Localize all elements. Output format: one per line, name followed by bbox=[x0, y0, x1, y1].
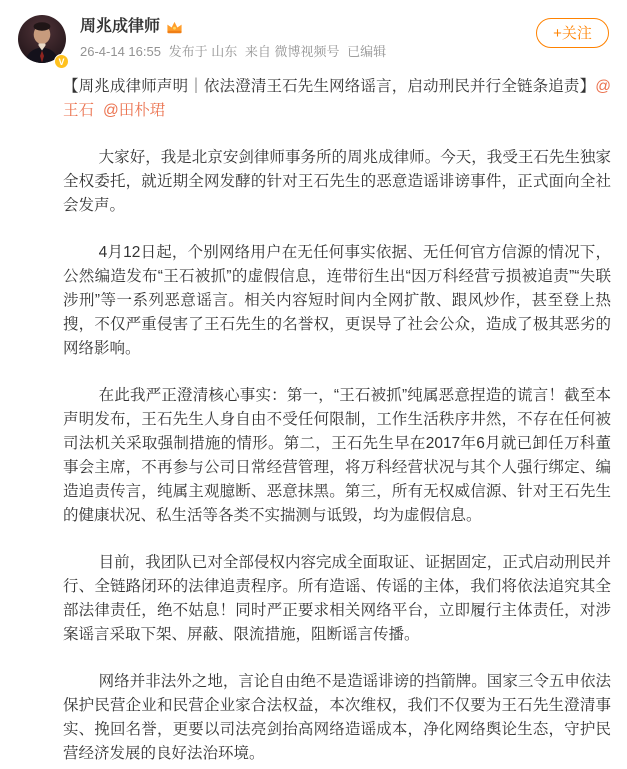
vip-crown-icon bbox=[166, 20, 183, 35]
post-title: 【周兆成律师声明｜依法澄清王石先生网络谣言，启动刑民并行全链条追责】 bbox=[63, 78, 596, 95]
post-paragraph: 网络并非法外之地，言论自由绝不是造谣诽谤的挡箭牌。国家三令五申依法保护民营企业和民营企业家合法权益，本次维权，我们不仅要为王石先生澄清事实、挽回名誉，更要以司法亮剑抬高网络造谣成本，净化网络舆论生态，守护民营经济发展的良好法治环境。 bbox=[63, 673, 611, 762]
post-title-line bbox=[63, 75, 611, 123]
post-meta bbox=[80, 44, 390, 59]
post-paragraph: 在此我严正澄清核心事实：第一，“王石被抓”纯属恶意捏造的谎言！截至本声明发布，王石先生人身自由不受任何限制，工作生活秩序井然，不存在任何被司法机关采取强制措施的情形。第二，王石先生早在2017年6月就已卸任万科董事会主席，不再参与公司日常经营管理，将万科经营状况与其个人强行绑定、编造追责传言，纯属主观臆断、恶意抹黑。第三，所有无权威信源、针对王石先生的健康状况、私生活等各类不实揣测与诋毁，均为虚假信息。 bbox=[63, 387, 611, 524]
edited-label[interactable]: 已编辑 bbox=[347, 44, 387, 59]
user-info bbox=[80, 15, 390, 59]
mention-link-wangshi[interactable]: @王石 bbox=[63, 78, 611, 119]
post-content bbox=[0, 63, 627, 766]
mention-link-tianpujun[interactable]: @田朴珺 bbox=[102, 102, 166, 119]
user-avatar[interactable] bbox=[18, 15, 66, 67]
post-source[interactable]: 来自 微博视频号 bbox=[244, 44, 340, 59]
username[interactable]: 周兆成律师 bbox=[80, 18, 161, 35]
follow-button[interactable]: +关注 bbox=[536, 18, 609, 48]
post-paragraph: 4月12日起，个别网络用户在无任何事实依据、无任何官方信源的情况下，公然编造发布“王石被抓”的虚假信息，连带衍生出“因万科经营亏损被追责”“失联涉刑”等一系列恶意谣言。相关内容短时间内全网扩散、跟风炒作，甚至登上热搜，不仅严重侵害了王石先生的名誉权，更误导了社会公众，造成了极其恶劣的网络影响。 bbox=[63, 244, 611, 357]
post-paragraph: 大家好，我是北京安剑律师事务所的周兆成律师。今天，我受王石先生独家全权委托，就近期全网发酵的针对王石先生的恶意造谣诽谤事件，正式面向全社会发声。 bbox=[63, 149, 611, 214]
post-location: 发布于 山东 bbox=[168, 44, 238, 59]
post-paragraph: 目前，我团队已对全部侵权内容完成全面取证、证据固定，正式启动刑民并行、全链路闭环的法律追责程序。所有造谣、传谣的主体，我们将依法追究其全部法律责任，绝不姑息！同时严正要求相关网络平台，立即履行主体责任，对涉案谣言采取下架、屏蔽、限流措施，阻断谣言传播。 bbox=[63, 554, 611, 643]
post-header bbox=[0, 0, 627, 67]
verified-badge-icon: V bbox=[54, 54, 69, 69]
post-time: 26-4-14 16:55 bbox=[80, 44, 161, 59]
